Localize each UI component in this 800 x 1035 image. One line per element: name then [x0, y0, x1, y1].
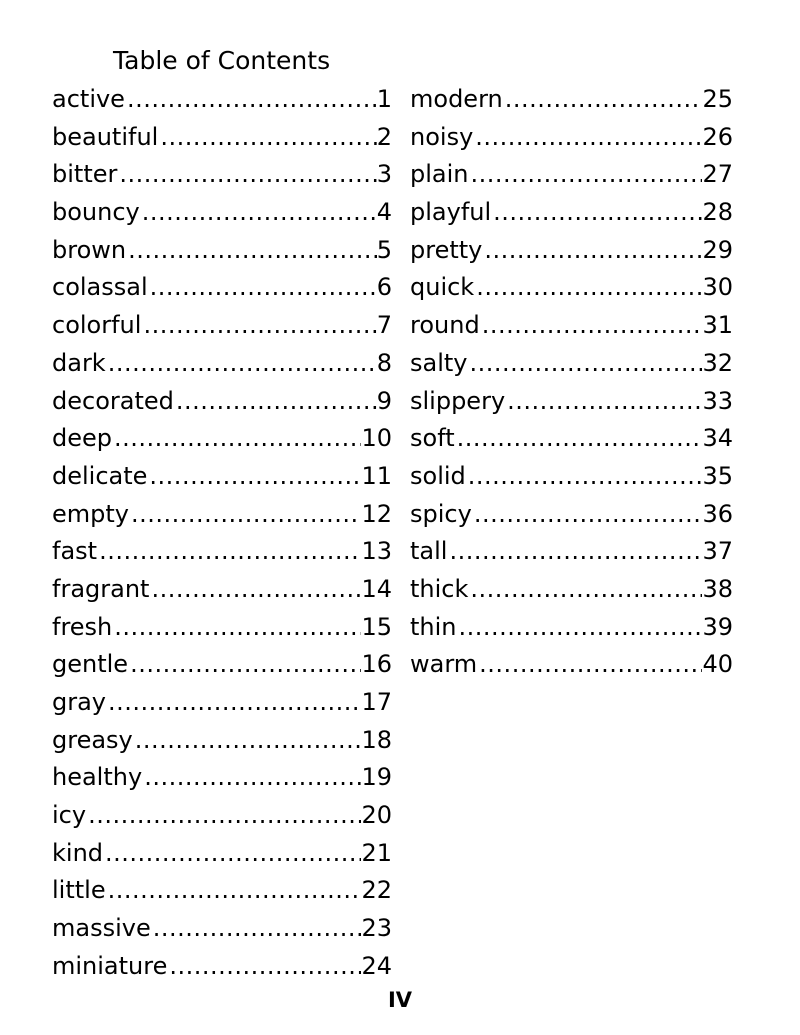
toc-entry-page: 25 [702, 85, 733, 113]
toc-entry-word: plain [410, 160, 469, 189]
toc-entry [410, 307, 733, 345]
toc-dot-leader [472, 496, 703, 534]
toc-entry-page: 12 [361, 499, 392, 528]
toc-entry-page: 21 [361, 838, 392, 867]
toc-entry [52, 458, 392, 496]
toc-dot-leader [126, 232, 377, 270]
toc-entry-page: 23 [361, 914, 392, 943]
toc-entry-word: noisy [410, 122, 474, 151]
page-title: Table of Contents [113, 46, 331, 75]
toc-dot-leader [482, 232, 702, 270]
toc-dot-leader [468, 345, 703, 383]
toc-entry [52, 345, 392, 383]
toc-dot-leader [142, 759, 361, 797]
toc-entry-word: slippery [410, 386, 506, 415]
toc-dot-leader [140, 194, 377, 232]
toc-dot-leader [147, 458, 361, 496]
toc-entry-word: thin [410, 612, 457, 641]
toc-dot-leader [112, 609, 361, 647]
page-number: IV [387, 988, 413, 1012]
toc-entry-word: little [52, 876, 106, 905]
toc-entry [52, 269, 392, 307]
toc-entry [410, 420, 733, 458]
toc-dot-leader [469, 156, 703, 194]
toc-dot-leader [477, 646, 702, 684]
toc-entry-word: pretty [410, 235, 483, 264]
toc-entry-page: 36 [702, 499, 733, 528]
toc-entry-page: 19 [361, 763, 392, 792]
toc-entry [52, 910, 392, 948]
toc-entry-word: gentle [52, 650, 129, 679]
toc-entry-word: dark [52, 348, 106, 377]
toc-dot-leader [473, 119, 702, 157]
toc-entry [410, 345, 733, 383]
toc-entry [52, 797, 392, 835]
toc-dot-leader [148, 269, 377, 307]
toc-entry-page: 14 [361, 574, 392, 603]
toc-entry-word: spicy [410, 499, 472, 528]
toc-dot-leader [503, 81, 703, 119]
toc-entry-word: tall [410, 537, 448, 566]
toc-entry-word: gray [52, 688, 107, 716]
toc-entry-word: massive [52, 914, 151, 943]
toc-entry-word: fragrant [52, 574, 150, 603]
toc-entry-page: 30 [702, 273, 733, 302]
toc-entry-page: 31 [702, 311, 733, 340]
toc-entry-page: 32 [702, 348, 733, 377]
toc-entry [410, 156, 733, 194]
toc-entry [52, 496, 392, 534]
toc-entry-word: active [52, 85, 125, 113]
toc-entry-page: 28 [702, 198, 733, 227]
toc-entry [52, 609, 392, 647]
toc-right-column [410, 81, 733, 684]
toc-dot-leader [149, 571, 361, 609]
toc-dot-leader [106, 872, 362, 910]
toc-dot-leader [455, 420, 703, 458]
toc-entry [52, 872, 392, 910]
toc-entry-word: soft [410, 424, 455, 453]
toc-entry-word: brown [52, 235, 127, 264]
toc-dot-leader [141, 307, 376, 345]
toc-entry [52, 533, 392, 571]
toc-entry-page: 20 [361, 801, 392, 830]
toc-entry-page: 5 [376, 235, 392, 264]
toc-entry [410, 232, 733, 270]
toc-entry [52, 684, 392, 722]
toc-entry-page: 26 [702, 122, 733, 151]
toc-entry [52, 571, 392, 609]
toc-entry-word: quick [410, 273, 475, 302]
toc-entry-word: salty [410, 348, 468, 377]
toc-entry-word: modern [410, 85, 503, 113]
toc-entry [52, 646, 392, 684]
toc-entry [52, 835, 392, 873]
toc-entry [52, 307, 392, 345]
toc-entry-page: 40 [702, 650, 733, 679]
toc-dot-leader [505, 383, 702, 421]
toc-entry [52, 383, 392, 421]
toc-entry [410, 646, 733, 684]
toc-entry [410, 119, 733, 157]
toc-entry-word: playful [410, 198, 492, 227]
toc-entry-page: 11 [361, 461, 392, 490]
toc-dot-leader [174, 383, 377, 421]
toc-entry [410, 383, 733, 421]
toc-entry-page: 29 [702, 235, 733, 264]
toc-entry-page: 4 [376, 198, 392, 227]
toc-entry-page: 8 [376, 348, 392, 377]
toc-dot-leader [106, 684, 361, 722]
toc-entry-page: 7 [376, 311, 392, 340]
toc-entry-word: thick [410, 574, 469, 603]
toc-dot-leader [447, 533, 702, 571]
toc-entry-page: 15 [361, 612, 392, 641]
toc-entry [410, 81, 733, 119]
toc-dot-leader [474, 269, 702, 307]
toc-dot-leader [117, 156, 376, 194]
toc-entry-page: 3 [376, 160, 392, 189]
toc-left-column [52, 81, 392, 986]
toc-entry-word: bouncy [52, 198, 140, 227]
toc-entry [410, 533, 733, 571]
toc-entry-word: greasy [52, 725, 133, 754]
toc-dot-leader [158, 119, 376, 157]
toc-entry-page: 38 [702, 574, 733, 603]
toc-dot-leader [151, 910, 362, 948]
toc-entry [410, 571, 733, 609]
toc-entry [52, 232, 392, 270]
toc-entry-word: bitter [52, 160, 118, 189]
toc-entry-word: delicate [52, 461, 148, 490]
toc-entry [52, 948, 392, 986]
toc-entry-page: 16 [361, 650, 392, 679]
toc-dot-leader [129, 496, 361, 534]
toc-dot-leader [466, 458, 703, 496]
toc-dot-leader [103, 835, 361, 873]
toc-dot-leader [491, 194, 702, 232]
toc-entry-word: decorated [52, 386, 174, 415]
toc-entry-word: healthy [52, 763, 143, 792]
toc-dot-leader [457, 609, 703, 647]
toc-dot-leader [128, 646, 361, 684]
toc-entry-page: 13 [361, 537, 392, 566]
toc-entry [410, 609, 733, 647]
toc-dot-leader [97, 533, 361, 571]
toc-dot-leader [106, 345, 377, 383]
toc-entry-word: empty [52, 499, 129, 528]
toc-entry [52, 759, 392, 797]
toc-entry [52, 722, 392, 760]
toc-entry-word: colassal [52, 273, 148, 302]
toc-dot-leader [86, 797, 361, 835]
toc-entry-page: 24 [361, 951, 392, 980]
toc-entry [52, 156, 392, 194]
toc-entry [52, 194, 392, 232]
toc-entry-page: 35 [702, 461, 733, 490]
toc-entry-page: 37 [702, 537, 733, 566]
toc-entry-page: 10 [361, 424, 392, 453]
toc-entry-word: icy [52, 801, 87, 830]
toc-entry-page: 27 [702, 160, 733, 189]
toc-entry-page: 1 [376, 85, 392, 113]
toc-entry-word: solid [410, 461, 466, 490]
toc-entry [52, 420, 392, 458]
toc-entry [52, 81, 392, 119]
toc-entry-page: 6 [376, 273, 392, 302]
toc-entry [52, 119, 392, 157]
toc-entry-word: fast [52, 537, 98, 566]
toc-entry-page: 9 [376, 386, 392, 415]
toc-dot-leader [167, 948, 361, 986]
toc-entry-word: deep [52, 424, 112, 453]
toc-dot-leader [125, 81, 377, 119]
toc-entry-page: 22 [361, 876, 392, 905]
toc-entry-page: 34 [702, 424, 733, 453]
toc-entry-page: 33 [702, 386, 733, 415]
toc-dot-leader [468, 571, 702, 609]
toc-entry [410, 194, 733, 232]
toc-entry-word: round [410, 311, 480, 340]
toc-entry-page: 39 [702, 612, 733, 641]
toc-entry [410, 269, 733, 307]
toc-entry-word: kind [52, 838, 104, 867]
toc-entry-page: 17 [361, 688, 392, 716]
toc-entry [410, 458, 733, 496]
toc-entry [410, 496, 733, 534]
toc-entry-word: fresh [52, 612, 113, 641]
toc-dot-leader [133, 722, 362, 760]
toc-dot-leader [112, 420, 361, 458]
toc-entry-word: colorful [52, 311, 142, 340]
toc-entry-word: beautiful [52, 122, 159, 151]
toc-entry-page: 18 [361, 725, 392, 754]
toc-entry-word: miniature [52, 951, 168, 980]
toc-dot-leader [480, 307, 703, 345]
toc-entry-page: 2 [376, 122, 392, 151]
toc-entry-word: warm [410, 650, 478, 679]
